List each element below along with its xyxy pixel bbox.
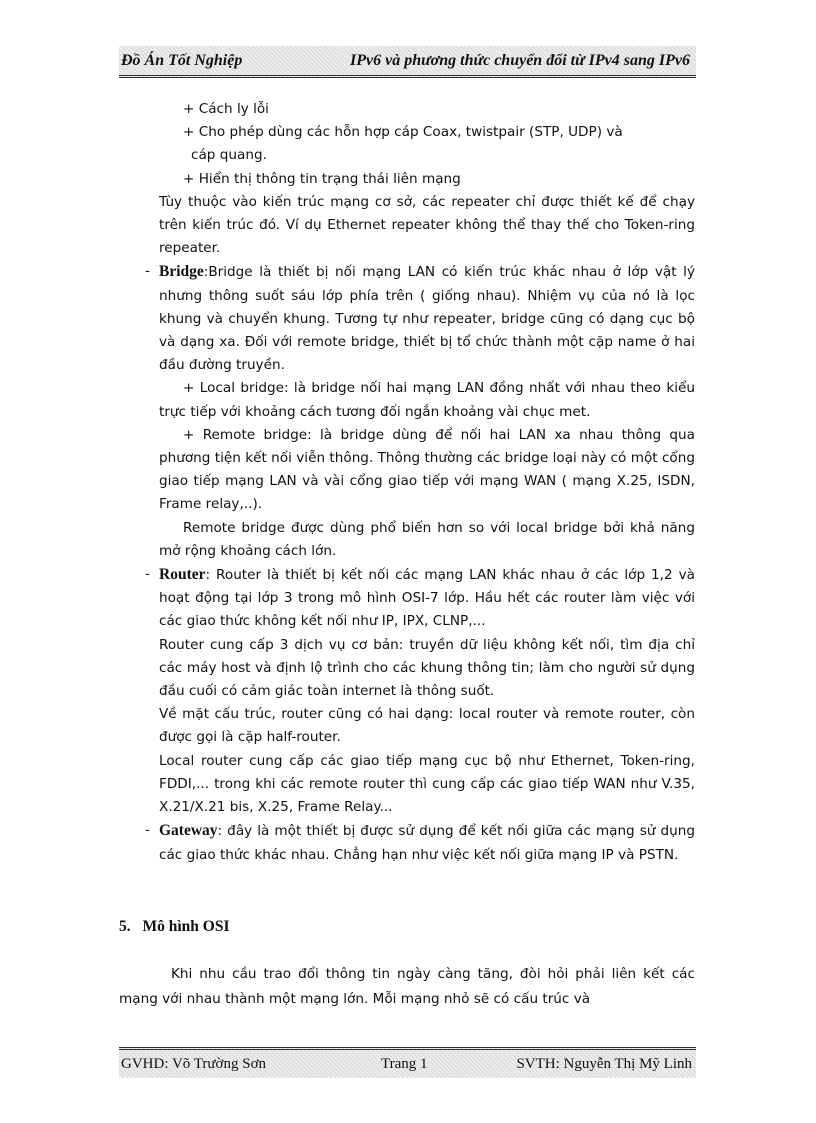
remote-bridge: + Remote bridge: là bridge dùng để nối hai LAN xa nhau thông qua phương tiện kết nối viễn thông. Thông thường các bridge loại này có một cổng giao tiếp mạng LAN và vài cổng giao tiếp với mạng WAN ( mạng X.25, ISDN, Frame relay,..). (159, 426, 695, 513)
bullet-dash: - (145, 822, 150, 839)
bridge-paragraph (145, 260, 695, 377)
document-body (145, 98, 695, 867)
bridge-intro: :Bridge là thiết bị nối mạng LAN có kiến trúc khác nhau ở lớp vật lý nhưng thông suốt sáu lớp phía trên ( giống nhau). Nhiệm vụ của nó là lọc khung và chuyển khung. Tương tự như repeater, bridge cũng có dạng cục bộ và dạng xa. Đối với remote bridge, thiết bị tổ chức thành một cặp name ở hai đầu đường truyền. (159, 264, 695, 374)
page-footer (119, 1047, 696, 1078)
router-intro: : Router là thiết bị kết nối các mạng LAN khác nhau ở các lớp 1,2 và hoạt động tại lớp 3 trong mô hình OSI-7 lớp. Hầu hết các router làm việc với các giao thức không kết nối như IP, IPX, CLNP,... (159, 567, 695, 630)
gateway-term: Gateway (159, 822, 218, 840)
footer-supervisor: GVHD: Võ Trường Sơn (121, 1056, 267, 1072)
footer-page-number: Trang 1 (381, 1056, 428, 1072)
gateway-text: : đây là một thiết bị được sử dụng để kết nối giữa các mạng sử dụng các giao thức khác nhau. Chẳng hạn như việc kết nối giữa mạng IP và PSTN. (159, 823, 695, 863)
router-local: Local router cung cấp các giao tiếp mạng cục bộ như Ethernet, Token-ring, FDDI,... trong khi các remote router thì cung cấp các giao tiếp WAN như V.35, X.21/X.21 bis, X.25, Frame Relay... (159, 752, 695, 816)
router-term: Router (159, 566, 206, 584)
header-left-title: Đồ Án Tốt Nghiệp (121, 52, 243, 69)
section-number: 5. (119, 918, 131, 935)
bullet-dash: - (145, 263, 150, 280)
router-paragraph (145, 563, 695, 634)
page-header (119, 46, 696, 78)
repeater-note: Tùy thuộc vào kiến trúc mạng cơ sở, các repeater chỉ được thiết kế để chạy trên kiến trúc đó. Ví dụ Ethernet repeater không thể thay thế cho Token-ring repeater. (159, 193, 695, 257)
repeater-feature-2: + Cho phép dùng các hỗn hợp cáp Coax, twistpair (STP, UDP) và (183, 124, 623, 141)
header-right-title: IPv6 và phương thức chuyển đổi từ IPv4 sang IPv6 (349, 52, 690, 69)
bridge-note: Remote bridge được dùng phổ biến hơn so với local bridge bởi khả năng mở rộng khoảng cách lớn. (159, 519, 695, 559)
repeater-feature-2-cont: cáp quang. (191, 147, 267, 164)
router-services: Router cung cấp 3 dịch vụ cơ bản: truyền dữ liệu không kết nối, tìm địa chỉ các máy host và định lộ trình cho các khung thông tin; làm cho người sử dụng đầu cuối có cảm giác toàn internet là thông suốt. (159, 636, 695, 700)
section-title: Mô hình OSI (142, 918, 230, 935)
bullet-dash: - (145, 566, 150, 583)
section-body (119, 962, 695, 1012)
section-heading (119, 918, 230, 936)
section-paragraph: Khi nhu cầu trao đổi thông tin ngày càng tăng, đòi hỏi phải liên kết các mạng với nhau thành một mạng lớn. Mỗi mạng nhỏ sẽ có cấu trúc và (119, 966, 695, 1007)
local-bridge: + Local bridge: là bridge nối hai mạng LAN đồng nhất với nhau theo kiểu trực tiếp với khoảng cách tương đối ngắn khoảng vài chục met. (159, 380, 695, 420)
gateway-paragraph (145, 819, 695, 866)
repeater-feature-3: + Hiển thị thông tin trạng thái liên mạng (183, 170, 461, 187)
bridge-term: Bridge (159, 263, 204, 281)
footer-student: SVTH: Nguyễn Thị Mỹ Linh (516, 1056, 692, 1072)
repeater-feature-1: + Cách ly lỗi (183, 101, 269, 117)
router-structure: Về mặt cấu trúc, router cũng có hai dạng: local router và remote router, còn được gọi là cặp half-router. (159, 706, 695, 746)
